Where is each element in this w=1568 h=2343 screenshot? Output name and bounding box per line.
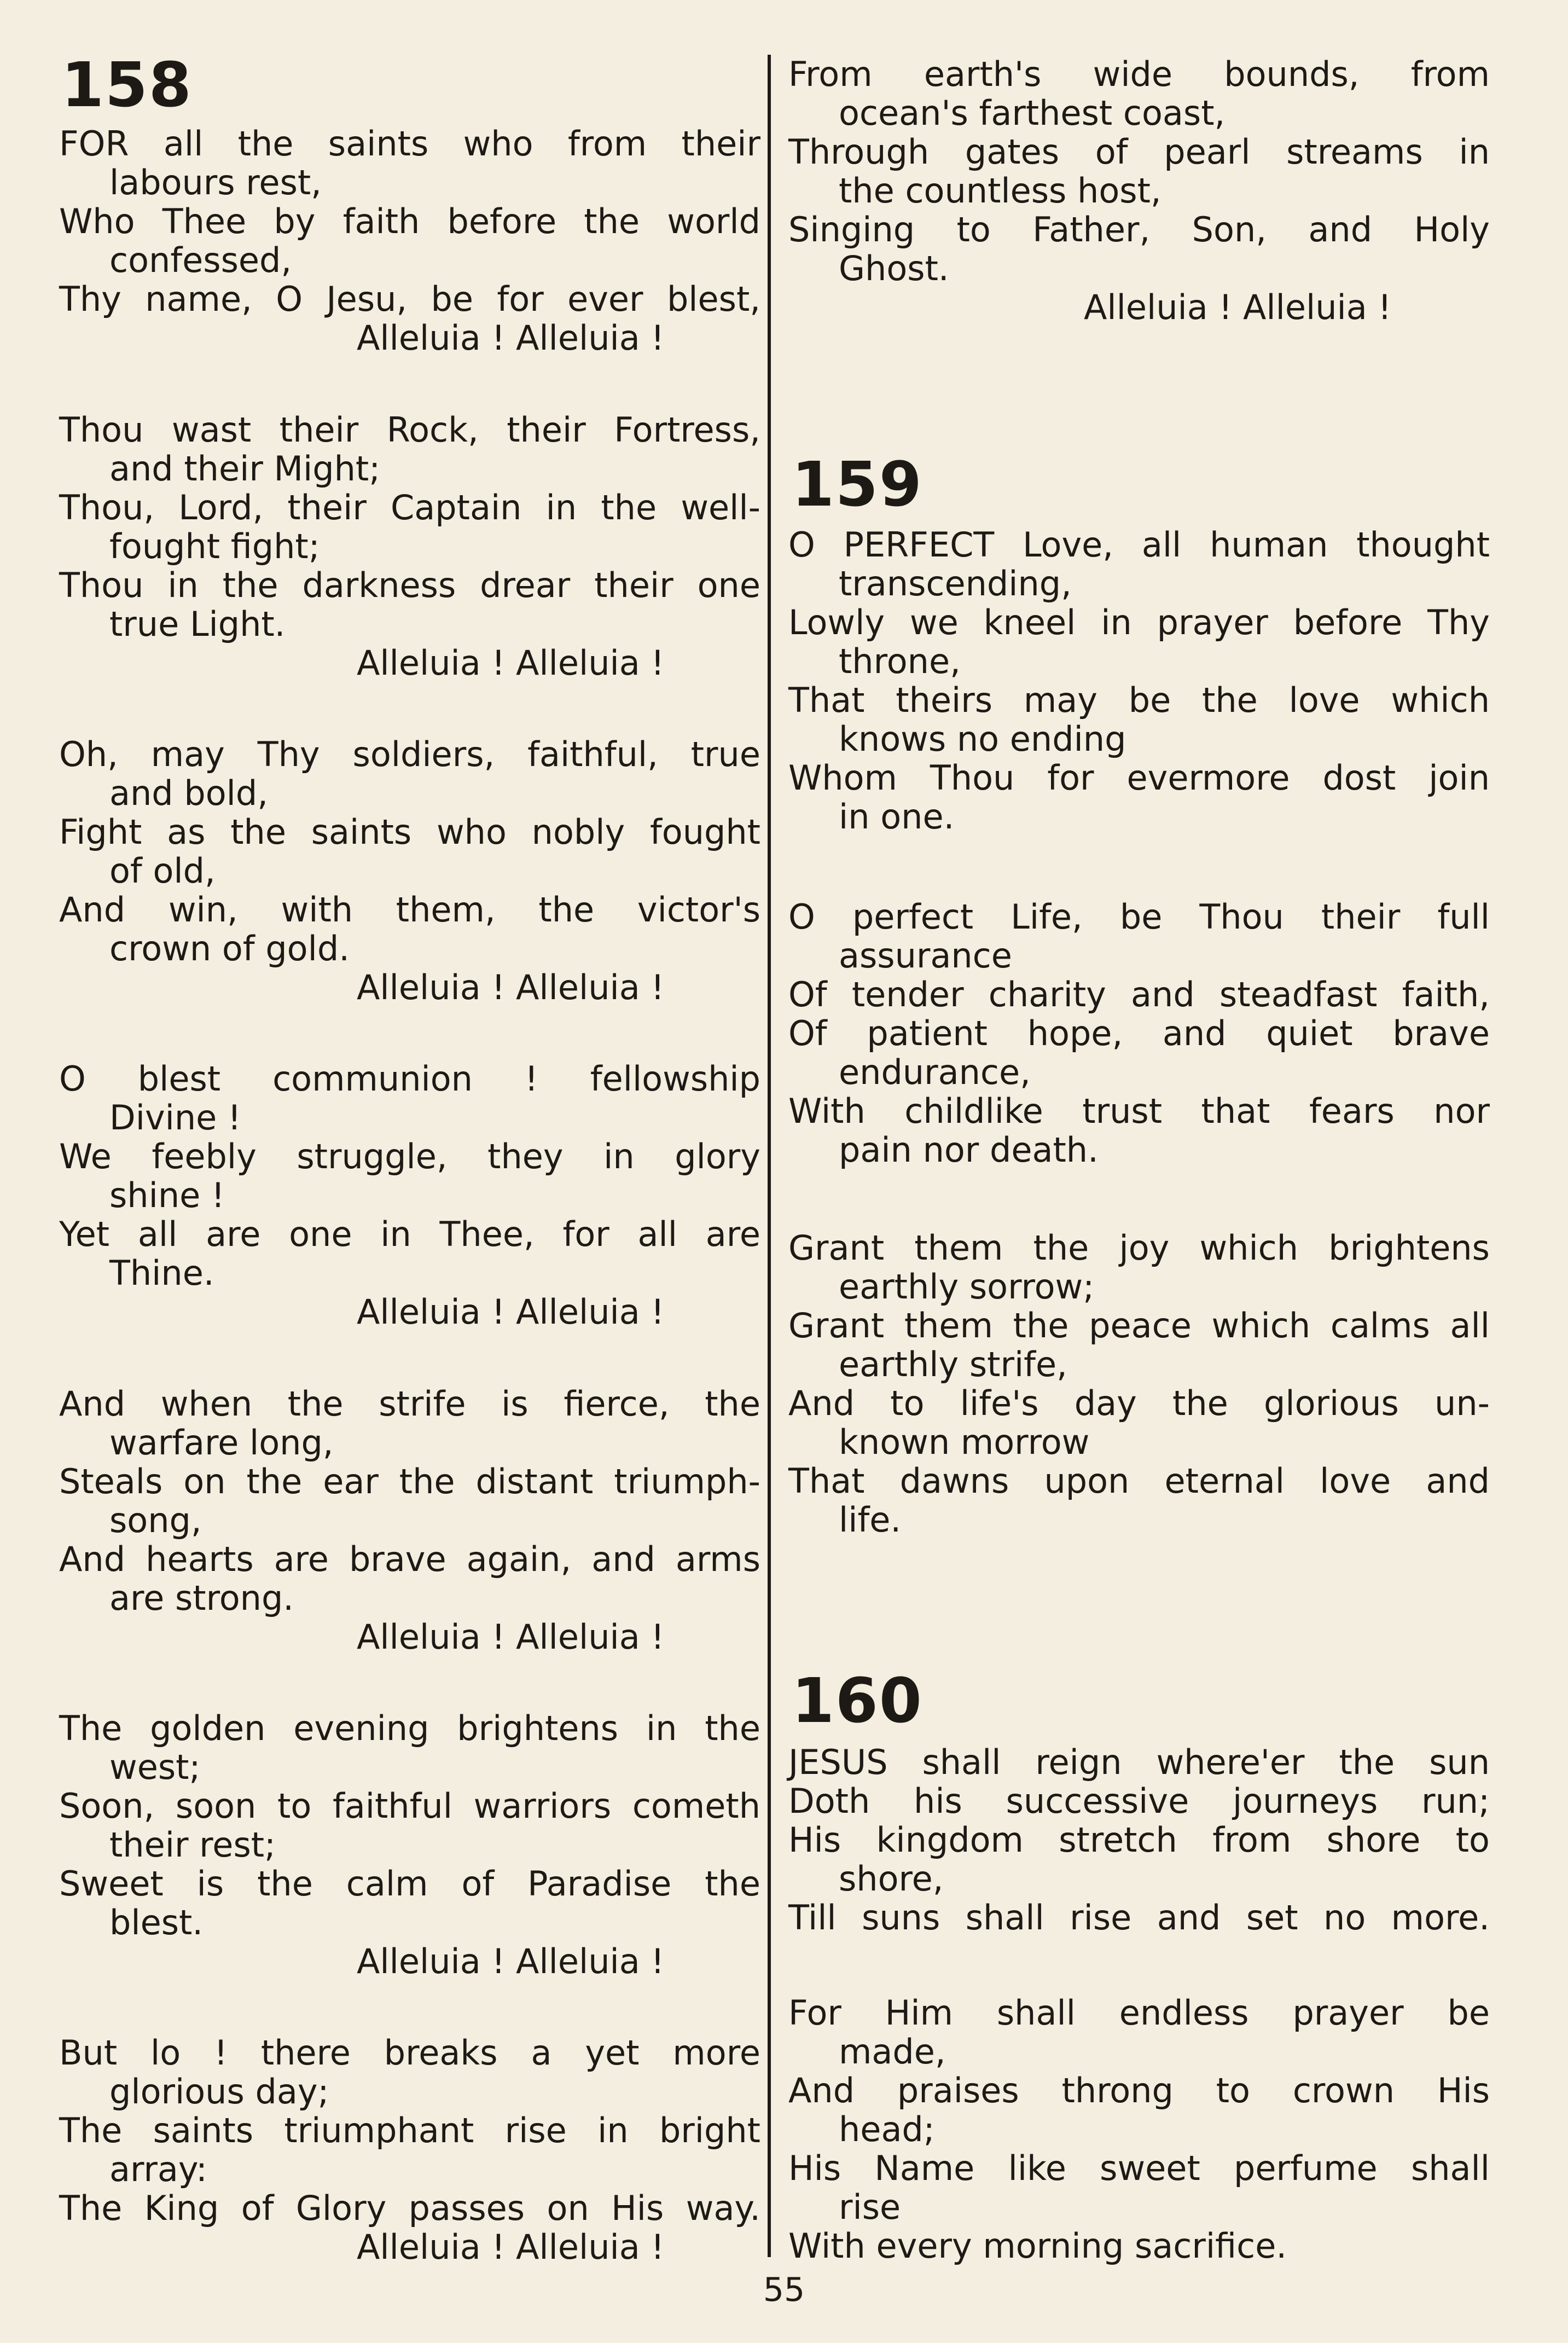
verse-line: Grant them the peace which calms all	[788, 1306, 1490, 1346]
verse-line: Soon, soon to faithful warriors cometh	[59, 1786, 760, 1826]
verse-line: crown of gold.	[109, 929, 350, 968]
hymn-number-158: 158	[61, 50, 193, 121]
verse-line: glorious day;	[109, 2072, 329, 2112]
hymn-160-stanza-1	[788, 1743, 1490, 1937]
verse-line: Divine !	[109, 1098, 241, 1138]
verse-line: And win, with them, the victor's	[59, 890, 760, 930]
verse-line: For Him shall endless prayer be	[788, 1993, 1490, 2033]
alleluia-refrain: Alleluia ! Alleluia !	[357, 1617, 665, 1657]
verse-line: array:	[109, 2149, 207, 2189]
verse-line: And to life's day the glorious un-	[788, 1383, 1490, 1423]
verse-line: Who Thee by faith before the world	[59, 201, 760, 241]
hymn-number-160: 160	[792, 1666, 923, 1737]
verse-line: JESUS shall reign where'er the sun	[788, 1742, 1490, 1782]
verse-line: the countless host,	[839, 171, 1162, 211]
verse-line: endurance,	[839, 1052, 1031, 1092]
verse-line: Thou in the darkness drear their one	[59, 565, 760, 605]
hymn-158-stanza-3	[59, 735, 760, 1007]
verse-line: their rest;	[109, 1825, 276, 1865]
verse-line: song,	[109, 1500, 202, 1540]
verse-line: Sweet is the calm of Paradise the	[59, 1864, 760, 1904]
verse-line: life.	[839, 1500, 902, 1540]
hymn-158-stanza-5	[59, 1384, 760, 1656]
verse-line: known morrow	[839, 1422, 1090, 1462]
verse-line: true Light.	[109, 604, 286, 644]
verse-line: His kingdom stretch from shore to	[788, 1820, 1490, 1860]
verse-line: in one.	[839, 797, 955, 837]
verse-line: Grant them the joy which brightens	[788, 1228, 1490, 1268]
verse-line: pain nor death.	[839, 1130, 1099, 1170]
verse-line: Of patient hope, and quiet brave	[788, 1013, 1490, 1053]
hymn-159-stanza-1	[788, 525, 1490, 836]
verse-line: That theirs may be the love which	[788, 680, 1490, 720]
alleluia-refrain: Alleluia ! Alleluia !	[357, 643, 665, 683]
verse-line: blest.	[109, 1903, 204, 1942]
verse-line: and bold,	[109, 773, 268, 813]
hymn-159-stanza-3	[788, 1228, 1490, 1539]
verse-line: With every morning sacrifice.	[788, 2226, 1287, 2266]
verse-line: O blest communion ! fellowship	[59, 1059, 760, 1099]
verse-line: The golden evening brightens in the	[59, 1708, 760, 1748]
verse-line: The King of Glory passes on His way.	[59, 2188, 760, 2228]
verse-line: and their Might;	[109, 449, 381, 489]
verse-line: Thine.	[109, 1253, 214, 1293]
hymn-158-stanza-1	[59, 124, 760, 357]
verse-line: With childlike trust that fears nor	[788, 1091, 1490, 1131]
verse-line: Through gates of pearl streams in	[788, 132, 1490, 172]
hymn-158-stanza-4	[59, 1059, 760, 1331]
verse-line: Thy name, O Jesu, be for ever blest,	[59, 279, 760, 319]
verse-line: fought fight;	[109, 526, 320, 566]
alleluia-refrain: Alleluia ! Alleluia !	[357, 2227, 665, 2267]
verse-line: And hearts are brave again, and arms	[59, 1539, 760, 1579]
alleluia-refrain: Alleluia ! Alleluia !	[1084, 287, 1392, 327]
verse-line: Fight as the saints who nobly fought	[59, 812, 760, 852]
verse-line: earthly sorrow;	[839, 1267, 1095, 1307]
page-number: 55	[763, 2271, 805, 2309]
verse-line: Singing to Father, Son, and Holy	[788, 210, 1490, 250]
verse-line: That dawns upon eternal love and	[788, 1461, 1490, 1501]
verse-line: rise	[839, 2187, 901, 2227]
alleluia-refrain: Alleluia ! Alleluia !	[357, 318, 665, 358]
verse-line: throne,	[839, 641, 961, 681]
verse-line: shine !	[109, 1175, 225, 1215]
verse-line: His Name like sweet perfume shall	[788, 2148, 1490, 2188]
verse-line: Whom Thou for evermore dost join	[788, 758, 1490, 798]
verse-line: shore,	[839, 1859, 944, 1899]
verse-line: earthly strife,	[839, 1344, 1067, 1384]
verse-line: Thou, Lord, their Captain in the well-	[59, 488, 760, 527]
verse-line: Ghost.	[839, 248, 949, 288]
verse-line: knows no ending	[839, 719, 1126, 759]
verse-line: The saints triumphant rise in bright	[59, 2110, 760, 2150]
verse-line: FOR all the saints who from their	[59, 124, 760, 164]
verse-line: Yet all are one in Thee, for all are	[59, 1214, 760, 1254]
verse-line: are strong.	[109, 1578, 294, 1618]
verse-line: warfare long,	[109, 1423, 334, 1463]
alleluia-refrain: Alleluia ! Alleluia !	[357, 1941, 665, 1981]
verse-line: confessed,	[109, 240, 292, 280]
verse-line: O perfect Life, be Thou their full	[788, 897, 1490, 937]
hymn-158-stanza-6	[59, 1709, 760, 1981]
alleluia-refrain: Alleluia ! Alleluia !	[357, 967, 665, 1007]
verse-line: Lowly we kneel in prayer before Thy	[788, 602, 1490, 642]
verse-line: head;	[839, 2109, 935, 2149]
verse-line: Doth his successive journeys run;	[788, 1781, 1490, 1821]
verse-line: But lo ! there breaks a yet more	[59, 2033, 760, 2073]
verse-line: We feebly struggle, they in glory	[59, 1136, 760, 1176]
hymn-160-stanza-2	[788, 1993, 1490, 2265]
alleluia-refrain: Alleluia ! Alleluia !	[357, 1292, 665, 1332]
hymn-158-stanza-2	[59, 410, 760, 682]
verse-line: Till suns shall rise and set no more.	[788, 1898, 1490, 1938]
hymn-158-stanza-7	[59, 2033, 760, 2266]
verse-line: labours rest,	[109, 163, 322, 202]
verse-line: Of tender charity and steadfast faith,	[788, 975, 1490, 1014]
verse-line: made,	[839, 2032, 946, 2072]
hymn-number-159: 159	[792, 449, 923, 520]
verse-line: Thou wast their Rock, their Fortress,	[59, 410, 760, 450]
verse-line: And praises throng to crown His	[788, 2071, 1490, 2110]
verse-line: transcending,	[839, 564, 1072, 604]
verse-line: O PERFECT Love, all human thought	[788, 525, 1490, 565]
verse-line: Steals on the ear the distant triumph-	[59, 1462, 760, 1501]
verse-line: From earth's wide bounds, from	[788, 54, 1490, 94]
hymn-159-stanza-2	[788, 897, 1490, 1169]
verse-line: And when the strife is fierce, the	[59, 1384, 760, 1424]
verse-line: ocean's farthest coast,	[839, 93, 1226, 133]
hymn-158-stanza-8	[788, 55, 1490, 327]
column-divider	[768, 55, 771, 2257]
verse-line: assurance	[839, 936, 1012, 976]
verse-line: Oh, may Thy soldiers, faithful, true	[59, 734, 760, 774]
verse-line: of old,	[109, 851, 216, 891]
verse-line: west;	[109, 1747, 201, 1787]
